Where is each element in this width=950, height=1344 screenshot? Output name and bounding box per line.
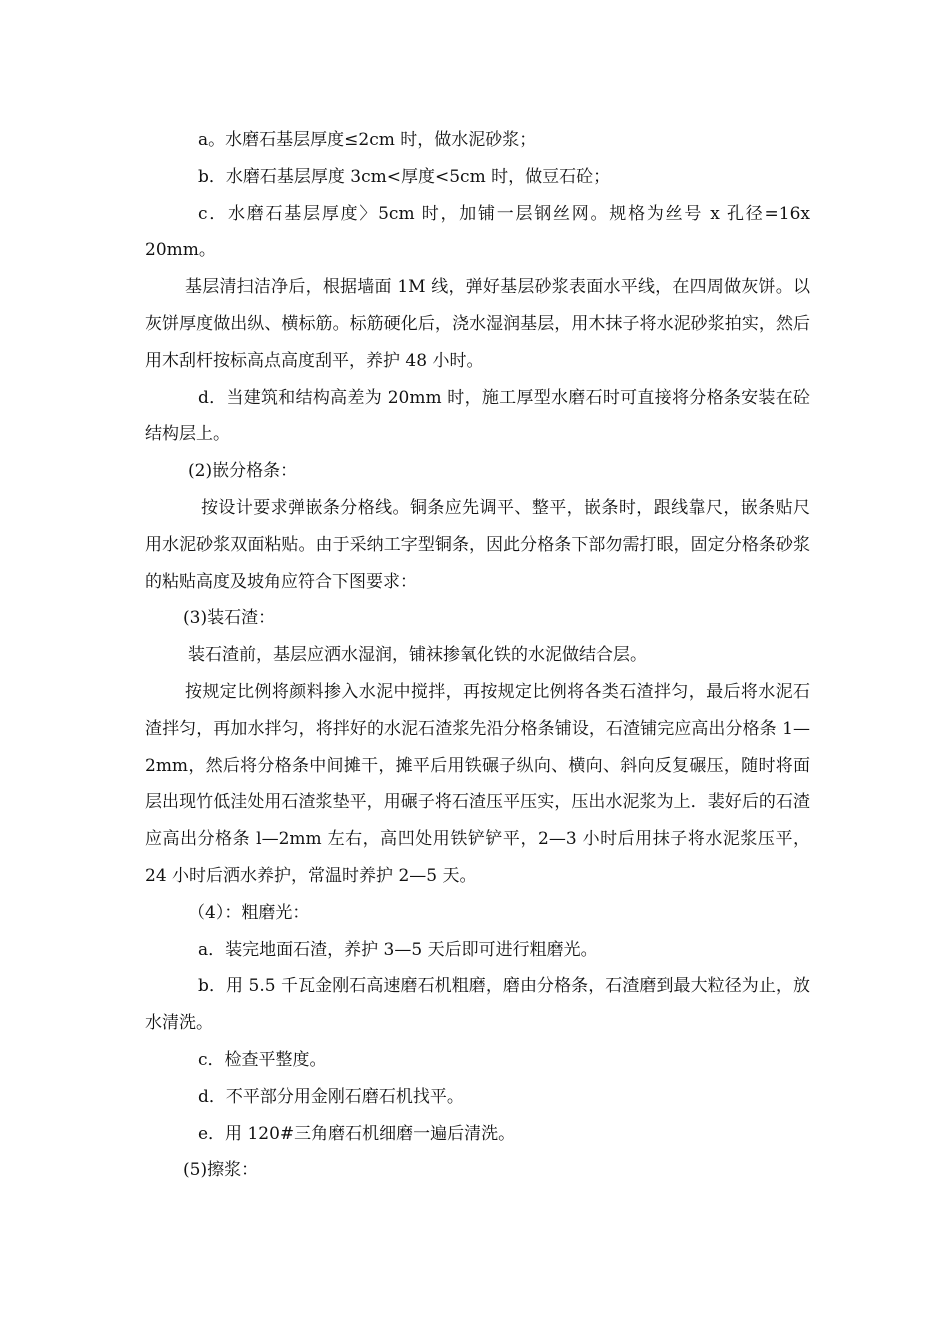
paragraph-item-d: d．当建筑和结构高差为 20mm 时，施工厚型水磨石时可直接将分格条安装在砼结构层上。: [145, 387, 810, 445]
section-heading-4: （4）：粗磨光：: [188, 902, 310, 923]
paragraph-item-b: b．水磨石基层厚度 3cm<厚度<5cm 时，做豆石砼；: [198, 166, 611, 187]
paragraph-grind-c: c．检查平整度。: [198, 1049, 327, 1070]
paragraph-item-a: a。水磨石基层厚度≤2cm 时，做水泥砂浆；: [198, 130, 537, 150]
paragraph-base-cleaning: 基层清扫洁净后，根据墙面 1M 线，弹好基层砂浆表面水平线，在四周做灰饼。以灰饼厚度做出纵、横标筋。标筋硬化后，浇水湿润基层，用木抹子将水泥砂浆拍实，然后用木刮杆按标高点高度刮平，养护 48 小时。: [145, 277, 810, 371]
paragraph-grind-e: e．用 120#三角磨石机细磨一遍后清洗。: [198, 1123, 516, 1144]
paragraph-grind-d: d．不平部分用金刚石磨石机找平。: [198, 1086, 464, 1107]
document-body: [145, 122, 816, 1189]
paragraph-binding-layer: 装石渣前，基层应洒水湿润，铺袜掺氧化铁的水泥做结合层。: [188, 645, 647, 666]
section-heading-2: (2)嵌分格条：: [188, 461, 298, 482]
paragraph-divider-strips: 按设计要求弹嵌条分格线。铜条应先调平、整平，嵌条时，跟线靠尺，嵌条贴尺用水泥砂浆双面粘贴。由于采纳工字型铜条，因此分格条下部勿需打眼，固定分格条砂浆的粘贴高度及坡角应符合下图要求：: [145, 497, 810, 592]
paragraph-item-c: c．水磨石基层厚度〉5cm 时，加铺一层钢丝网。规格为丝号 x 孔径=16x 20mm。: [145, 203, 816, 261]
paragraph-grind-b: b．用 5.5 千瓦金刚石高速磨石机粗磨，磨由分格条，石渣磨到最大粒径为止，放水清洗。: [145, 976, 810, 1034]
paragraph-mixing: 按规定比例将颜料掺入水泥中搅拌，再按规定比例将各类石渣拌匀，最后将水泥石渣拌匀，再加水拌匀，将拌好的水泥石渣浆先沿分格条铺设，石渣铺完应高出分格条 1—2mm，然后将分格条中间摊干，摊平后用铁碾子纵向、横向、斜向反复碾压，随时将面层出现竹低洼处用石渣浆垫平，用碾子将石渣压平压实，压出水泥浆为上．裴好后的石渣应高出分格条 l—2mm 左右，高凹处用铁铲铲平，2—3 小时后用抹子将水泥浆压平，24 小时后洒水养护，常温时养护 2—5 天。: [145, 681, 810, 886]
section-heading-5: (5)擦浆：: [183, 1160, 259, 1181]
paragraph-grind-a: a．装完地面石渣，养护 3—5 天后即可进行粗磨光。: [198, 939, 598, 960]
section-heading-3: (3)装石渣：: [183, 608, 276, 629]
